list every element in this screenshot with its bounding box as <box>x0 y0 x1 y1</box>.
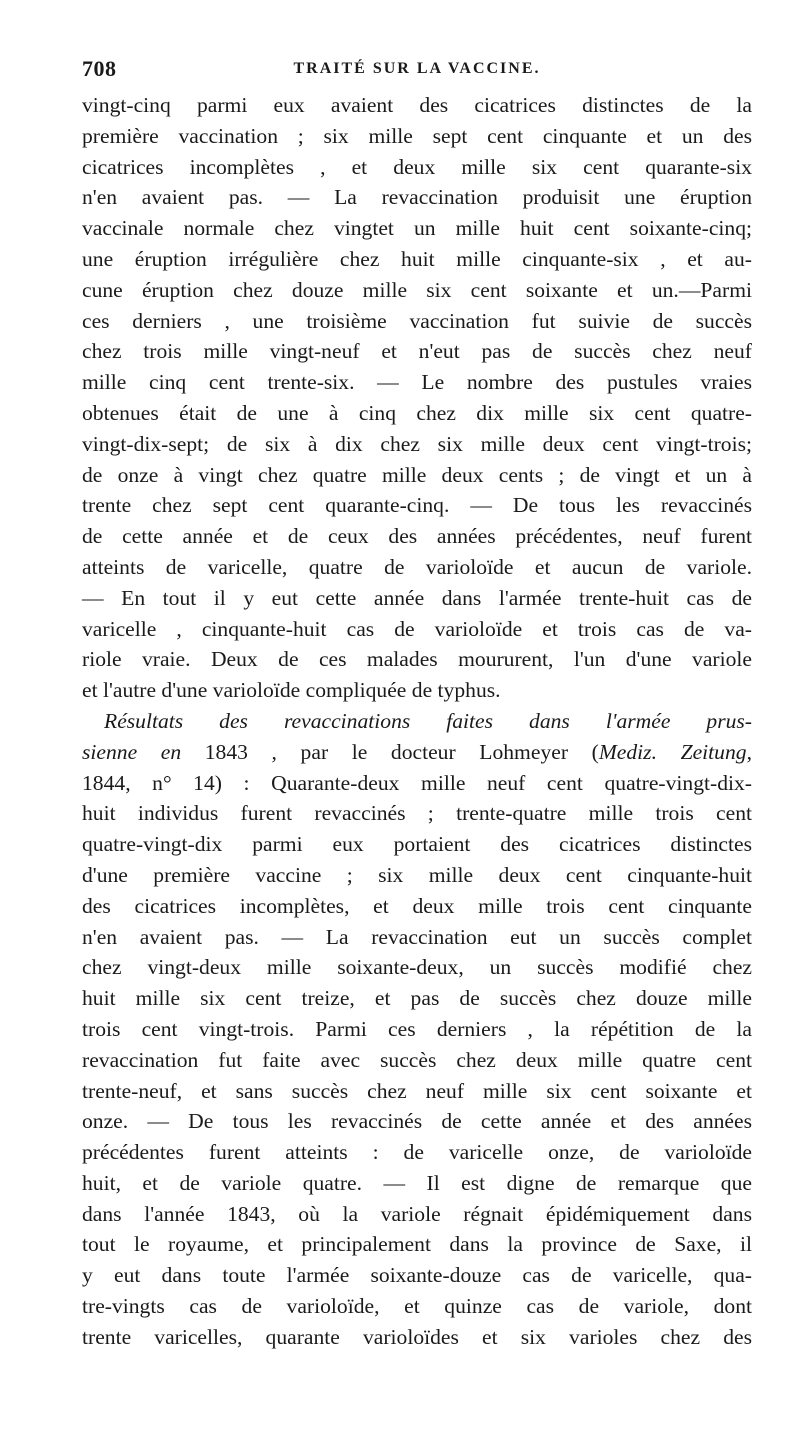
text-line: obtenues était de une à cinq chez dix mille six cent quatre- <box>82 400 752 425</box>
paragraph-end-line: et l'autre d'une varioloïde compliquée de typhus. <box>82 678 501 703</box>
text-line: des cicatrices incomplètes, et deux mille trois cent cinquante <box>82 893 752 918</box>
text-line: trente-neuf, et sans succès chez neuf mille six cent soixante et <box>82 1078 752 1103</box>
text-line: trente varicelles, quarante varioloïdes et six varioles chez des <box>82 1324 752 1349</box>
running-title: TRAITÉ SUR LA VACCINE. <box>293 60 541 77</box>
text-line: première vaccination ; six mille sept cent cinquante et un des <box>82 123 752 148</box>
text-line: tout le royaume, et principalement dans la province de Saxe, il <box>82 1232 752 1257</box>
text-line: précédentes furent atteints : de varicelle onze, de varioloïde <box>82 1140 752 1165</box>
text-line: chez trois mille vingt-neuf et n'eut pas de succès chez neuf <box>82 339 752 364</box>
text-line: riole vraie. Deux de ces malades moururent, l'un d'une variole <box>82 647 752 672</box>
text-line: huit, et de variole quatre. — Il est digne de remarque que <box>82 1170 752 1195</box>
text-line: vingt-dix-sept; de six à dix chez six mille deux cent vingt-trois; <box>82 431 752 456</box>
text-line: chez vingt-deux mille soixante-deux, un succès modifié chez <box>82 955 752 980</box>
text-line: varicelle , cinquante-huit cas de varioloïde et trois cas de va- <box>82 616 752 641</box>
text-line: huit individus furent revaccinés ; trente-quatre mille trois cent <box>82 801 752 826</box>
text-line: n'en avaient pas. — La revaccination eut un succès complet <box>82 924 752 949</box>
text-line: tre-vingts cas de varioloïde, et quinze cas de variole, dont <box>82 1294 752 1319</box>
journal-title: Mediz. Zeitung <box>598 739 747 764</box>
text-line: vaccinale normale chez vingtet un mille huit cent soixante-cinq; <box>82 216 752 241</box>
text-line: trente chez sept cent quarante-cinq. — De tous les revaccinés <box>82 493 752 518</box>
running-head <box>82 52 752 86</box>
text-line: onze. — De tous les revaccinés de cette année et des années <box>82 1109 752 1134</box>
text-line: mille cinq cent trente-six. — Le nombre des pustules vraies <box>82 370 752 395</box>
text-line: de cette année et de ceux des années précédentes, neuf furent <box>82 524 752 549</box>
section-heading-italic: Résultats des revaccinations faites dans l'armée prus- <box>104 708 752 733</box>
text-line: cicatrices incomplètes , et deux mille six cent quarante-six <box>82 154 752 179</box>
text-line: ces derniers , une troisième vaccination fut suivie de succès <box>82 308 752 333</box>
section-heading-text: 1843 , par le docteur Lohmeyer ( <box>181 739 599 764</box>
text-line: revaccination fut faite avec succès chez deux mille quatre cent <box>82 1047 752 1072</box>
text-line: trois cent vingt-trois. Parmi ces derniers , la répétition de la <box>82 1016 752 1041</box>
text-line: — En tout il y eut cette année dans l'armée trente-huit cas de <box>82 585 752 610</box>
text-line: cune éruption chez douze mille six cent soixante et un.—Parmi <box>82 277 752 302</box>
section-heading-line-2 <box>82 737 752 768</box>
book-page <box>82 52 752 1353</box>
body-text <box>82 90 752 1353</box>
section-heading-text-end: , <box>746 739 752 764</box>
text-line: une éruption irrégulière chez huit mille cinquante-six , et au- <box>82 246 752 271</box>
text-line: quatre-vingt-dix parmi eux portaient des cicatrices distinctes <box>82 832 752 857</box>
text-line: d'une première vaccine ; six mille deux cent cinquante-huit <box>82 862 752 887</box>
text-line: dans l'année 1843, où la variole régnait épidémiquement dans <box>82 1201 752 1226</box>
text-line: atteints de varicelle, quatre de varioloïde et aucun de variole. <box>82 554 752 579</box>
text-line: y eut dans toute l'armée soixante-douze cas de varicelle, qua- <box>82 1263 752 1288</box>
text-line: de onze à vingt chez quatre mille deux cents ; de vingt et un à <box>82 462 752 487</box>
section-heading-italic-cont: sienne en <box>82 739 182 764</box>
section-heading-line-1 <box>82 706 752 737</box>
text-line: vingt-cinq parmi eux avaient des cicatrices distinctes de la <box>82 93 752 117</box>
text-line: huit mille six cent treize, et pas de succès chez douze mille <box>82 986 752 1011</box>
text-line: n'en avaient pas. — La revaccination produisit une éruption <box>82 185 752 210</box>
text-line: 1844, n° 14) : Quarante-deux mille neuf cent quatre-vingt-dix- <box>82 770 752 795</box>
page-number: 708 <box>82 56 117 81</box>
